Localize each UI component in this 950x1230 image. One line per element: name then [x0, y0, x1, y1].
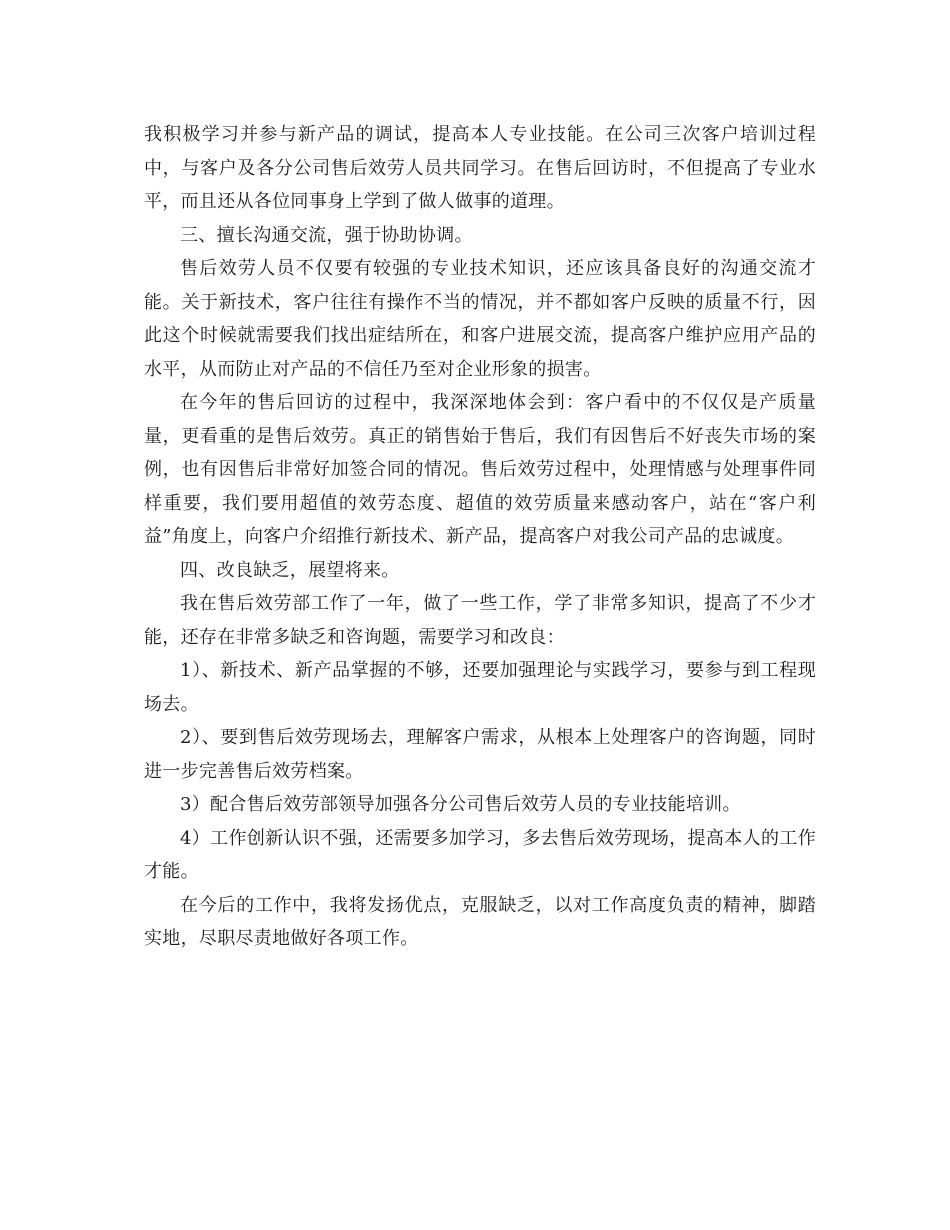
list-item-3: 3）配合售后效劳部领导加强各分公司售后效劳人员的专业技能培训。 — [180, 794, 741, 815]
paragraph-3: 在今年的售后回访的过程中，我深深地体会到：客户看中的不仅仅是产质量量，更看重的是售后效劳。真正的销售始于售后，我们有因售后不好丧失市场的案例，也有因售后非常好加签合同的情况。售后效劳过程中，处理情感与处理事件同样重要，我们要用超值的效劳态度、超值的效劳质量来感动客户，站在“客户利益”角度上，向客户介绍推行新技术、新产品，提高客户对我公司产品的忠诚度。 — [144, 392, 816, 547]
list-item-2: 2）、要到售后效劳现场去，理解客户需求，从根本上处理客户的咨询题，同时进一步完善售后效劳档案。 — [144, 727, 816, 782]
paragraph-4: 我在售后效劳部工作了一年，做了一些工作，学了非常多知识，提高了不少才能，还存在非常多缺乏和咨询题，需要学习和改良： — [144, 593, 816, 648]
paragraph-2: 售后效劳人员不仅要有较强的专业技术知识，还应该具备良好的沟通交流才能。关于新技术，客户往往有操作不当的情况，并不都如客户反映的质量不行，因此这个时候就需要我们找出症结所在，和客户进展交流，提高客户维护应用产品的水平，从而防止对产品的不信任乃至对企业形象的损害。 — [144, 258, 816, 380]
section-heading-4: 四、改良缺乏，展望将来。 — [180, 559, 400, 581]
document-body — [144, 118, 816, 956]
list-item-4: 4）工作创新认识不强，还需要多加学习，多去售后效劳现场，提高本人的工作才能。 — [144, 827, 816, 882]
list-item-1: 1）、新技术、新产品掌握的不够，还要加强理论与实践学习，要参与到工程现场去。 — [144, 660, 816, 715]
closing-paragraph: 在今后的工作中，我将发扬优点，克服缺乏，以对工作高度负责的精神，脚踏实地，尽职尽责地做好各项工作。 — [144, 894, 816, 949]
section-heading-3: 三、擅长沟通交流，强于协助协调。 — [180, 224, 473, 246]
paragraph-1: 我积极学习并参与新产品的调试，提高本人专业技能。在公司三次客户培训过程中，与客户及各分公司售后效劳人员共同学习。在售后回访时，不但提高了专业水平，而且还从各位同事身上学到了做人做事的道理。 — [144, 124, 816, 212]
